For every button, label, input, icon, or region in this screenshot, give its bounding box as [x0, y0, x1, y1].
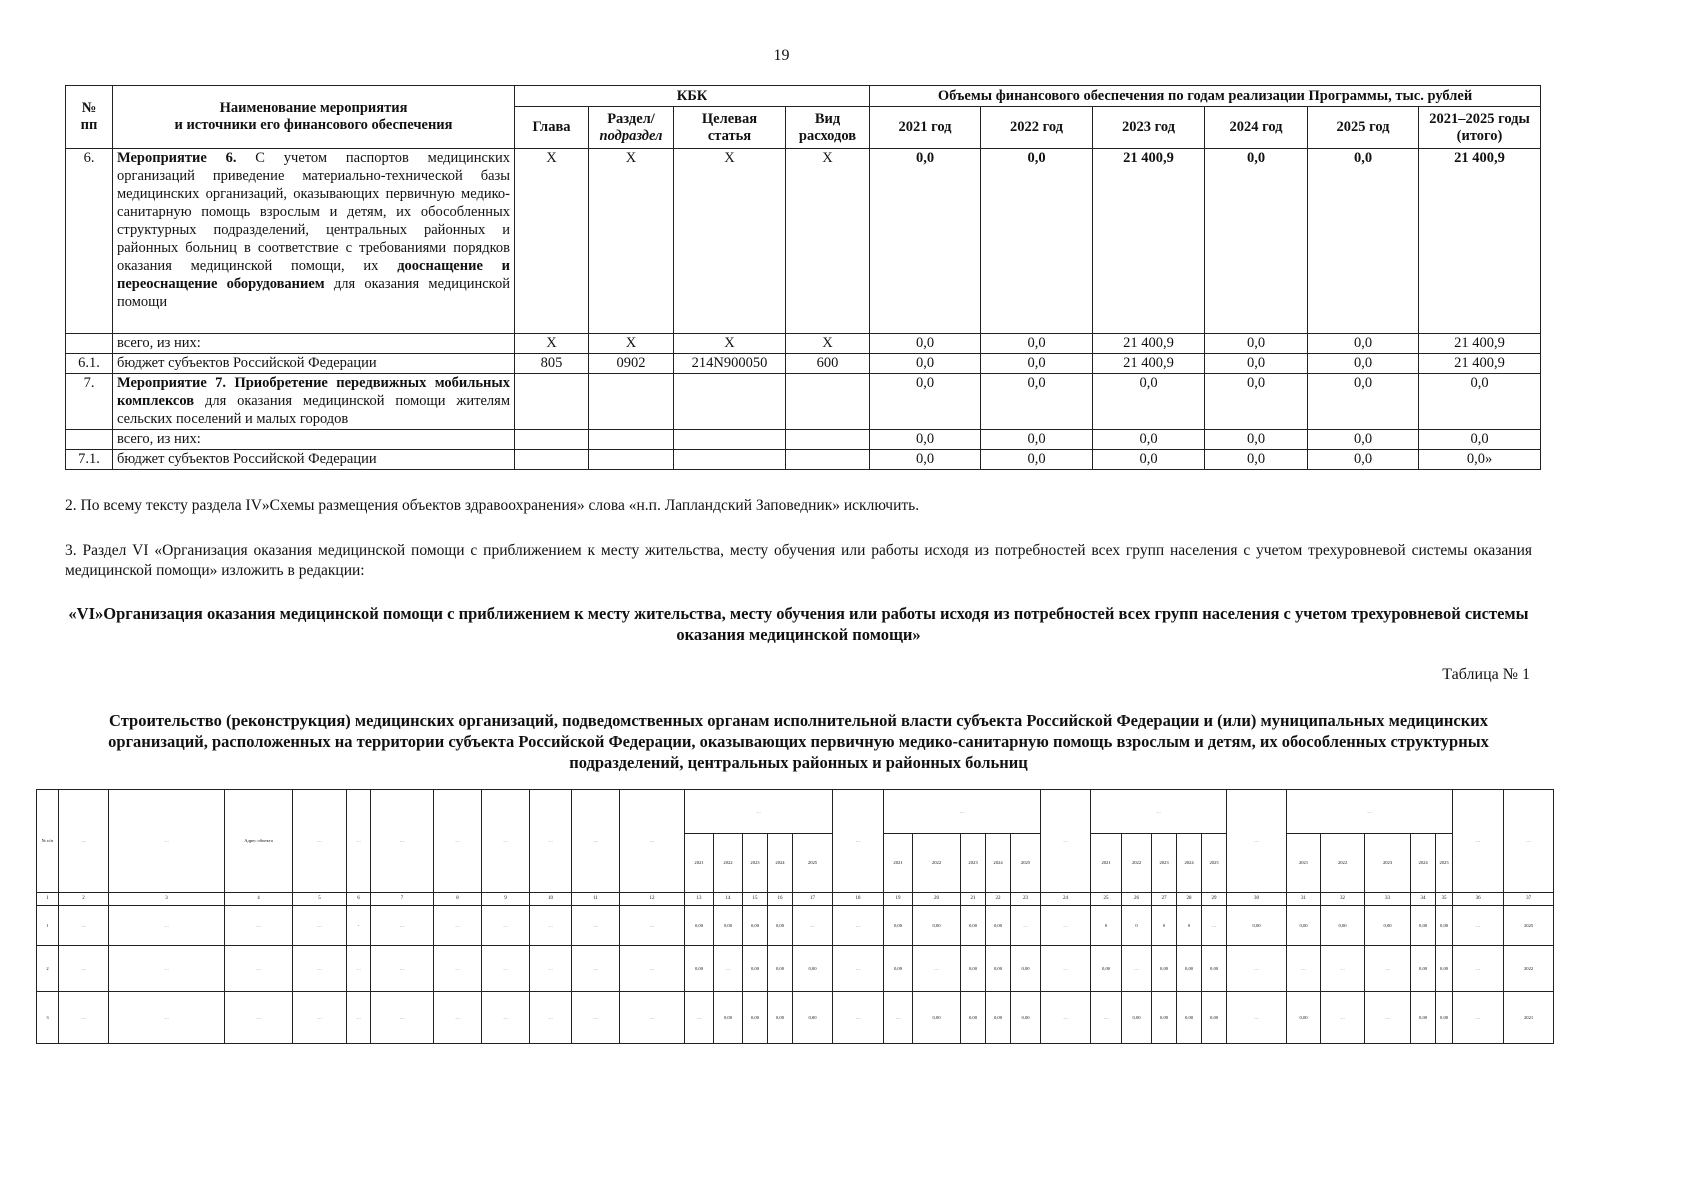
row-num [66, 334, 113, 354]
bt-cell: … [434, 946, 482, 992]
bt-cell: 0,00 [1227, 906, 1287, 946]
bt-cell: 0,00 [1287, 906, 1321, 946]
row-expense: Х [786, 334, 870, 354]
bt-cell: … [1453, 906, 1504, 946]
bt-year: 2025 [1436, 834, 1453, 893]
row-value-2023: 21 400,9 [1093, 149, 1205, 334]
bt-cell: 0,00 [1152, 992, 1177, 1044]
bt-cell: 0,00 [913, 906, 961, 946]
bt-header: … [1227, 790, 1287, 893]
bt-cell: 0,00 [961, 992, 986, 1044]
bt-header: … [530, 790, 572, 893]
bt-cell: … [913, 946, 961, 992]
row-value-2025: 0,0 [1308, 430, 1419, 450]
bt-cell: 2022 [1504, 946, 1554, 992]
bt-cell: 0,00 [961, 946, 986, 992]
bt-cell: … [530, 992, 572, 1044]
table-row [37, 946, 1554, 992]
bt-cell: … [482, 946, 530, 992]
bt-cell: … [572, 992, 620, 1044]
bt-col-number: 36 [1453, 893, 1504, 906]
row-value-2021: 0,0 [870, 374, 981, 430]
year-2025-header: 2025 год [1308, 107, 1419, 149]
row-value-total: 0,0» [1419, 450, 1541, 470]
bt-cell: … [1453, 946, 1504, 992]
row-value-2021: 0,0 [870, 450, 981, 470]
bt-cell: 0 [1122, 906, 1152, 946]
row-description: Мероприятие 6. С учетом паспортов медицинских организаций приведение материально-технической базы медицинских организаций, оказывающих первичную медико-санитарную помощь взрослым и детям, их обособленных структурных подразделений, центральных районных и районных больниц в соответствие с требованиями порядков оказания медицинской помощи, их дооснащение и переоснащение оборудованием для оказания медицинской помощи [113, 149, 515, 334]
bt-cell: … [530, 906, 572, 946]
bt-header: … [109, 790, 225, 893]
bt-cell: 0,00 [1152, 946, 1177, 992]
bt-cell: 0 [1152, 906, 1177, 946]
bt-cell: … [109, 992, 225, 1044]
bt-cell: … [572, 906, 620, 946]
row-num: 7. [66, 374, 113, 430]
bt-cell: … [1041, 906, 1091, 946]
bt-cell: 0,00 [1365, 906, 1411, 946]
bt-col-number: 20 [913, 893, 961, 906]
year-2021-header: 2021 год [870, 107, 981, 149]
row-value-2021: 0,0 [870, 334, 981, 354]
bt-col-number: 15 [743, 893, 768, 906]
bt-col-number: 4 [225, 893, 293, 906]
bt-cell: … [59, 946, 109, 992]
bt-cell: … [833, 906, 884, 946]
bt-cell: 0,00 [685, 946, 714, 992]
row-value-total: 21 400,9 [1419, 334, 1541, 354]
page-number: 19 [773, 47, 790, 64]
year-2024-header: 2024 год [1205, 107, 1308, 149]
bt-col-number: 27 [1152, 893, 1177, 906]
bt-cell: … [833, 992, 884, 1044]
bt-cell: … [1453, 992, 1504, 1044]
row-value-2024: 0,0 [1205, 149, 1308, 334]
bt-cell: … [347, 946, 371, 992]
bt-col-number: 21 [961, 893, 986, 906]
row-num [66, 430, 113, 450]
bt-col-number: 13 [685, 893, 714, 906]
bt-cell: … [1091, 992, 1122, 1044]
target-header: Целевая статья [674, 107, 786, 149]
bt-cell: … [371, 946, 434, 992]
row-glava: Х [515, 334, 589, 354]
bt-col-number: 35 [1436, 893, 1453, 906]
bt-col-number: 26 [1122, 893, 1152, 906]
year-2023-header: 2023 год [1093, 107, 1205, 149]
bt-cell: … [1287, 946, 1321, 992]
row-description: бюджет субъектов Российской Федерации [113, 354, 515, 374]
row-description: всего, из них: [113, 334, 515, 354]
row-num: 6.1. [66, 354, 113, 374]
row-razdel: Х [589, 334, 674, 354]
bt-col-number: 1 [37, 893, 59, 906]
table-row [66, 334, 1541, 354]
bt-cell: 0,00 [986, 992, 1011, 1044]
bt-year: 2021 [1091, 834, 1122, 893]
row-expense [786, 430, 870, 450]
bt-cell: … [620, 992, 685, 1044]
bt-cell: 0,00 [1091, 946, 1122, 992]
bt-cell: 0,00 [1436, 946, 1453, 992]
bt-year: 2023 [1152, 834, 1177, 893]
bt-col-number: 23 [1011, 893, 1041, 906]
row-value-total: 21 400,9 [1419, 354, 1541, 374]
bt-year: 2025 [1202, 834, 1227, 893]
bt-cell: … [225, 906, 293, 946]
bt-col-number: 11 [572, 893, 620, 906]
col-name-header: Наименование мероприятия и источники его финансового обеспечения [113, 86, 515, 149]
year-2022-header: 2022 год [981, 107, 1093, 149]
bt-cell: 2 [37, 946, 59, 992]
row-num: 7.1. [66, 450, 113, 470]
bt-col-number: 2 [59, 893, 109, 906]
bt-cell: 0,00 [986, 946, 1011, 992]
bt-cell: 2021 [1504, 992, 1554, 1044]
bt-col-number: 14 [714, 893, 743, 906]
row-expense [786, 450, 870, 470]
bt-cell: … [620, 906, 685, 946]
bt-year: 2023 [1365, 834, 1411, 893]
bt-year: 2022 [1122, 834, 1152, 893]
table-label: Таблица № 1 [1442, 666, 1530, 683]
construction-heading: Строительство (реконструкция) медицинских организаций, подведомственных органам исполнительной власти субъекта Российской Федерации и (или) муниципальных медицинских организаций, расположенных на территории субъекта Российской Федерации, оказывающих первичную медико-санитарную помощь взрослым и детям, их обособленных структурных подразделений, центральных районных и районных больниц [108, 711, 1489, 772]
table-row [66, 430, 1541, 450]
bt-cell: 0,00 [1011, 992, 1041, 1044]
bt-year: 2022 [913, 834, 961, 893]
bt-cell: … [572, 946, 620, 992]
razdel-header [589, 107, 674, 149]
table-row [66, 354, 1541, 374]
bt-cell: 0,00 [714, 992, 743, 1044]
row-target: Х [674, 334, 786, 354]
row-value-2025: 0,0 [1308, 354, 1419, 374]
bt-cell: … [1227, 946, 1287, 992]
bt-header: № п/п [37, 790, 59, 893]
bt-col-number: 7 [371, 893, 434, 906]
row-value-2025: 0,0 [1308, 334, 1419, 354]
bt-cell: … [793, 906, 833, 946]
bt-cell: 1 [37, 906, 59, 946]
bt-cell: 0,00 [1436, 992, 1453, 1044]
bt-cell: … [685, 992, 714, 1044]
bt-col-number: 10 [530, 893, 572, 906]
bt-col-number: 12 [620, 893, 685, 906]
total-header: 2021–2025 годы (итого) [1419, 107, 1541, 149]
row-value-2022: 0,0 [981, 334, 1093, 354]
paragraph-3: 3. Раздел VI «Организация оказания медицинской помощи с приближением к месту жительства, месту обучения или работы исходя из потребностей всех групп населения с учетом трехуровневой системы оказания медицинской помощи» изложить в редакции: [65, 542, 1532, 579]
bt-cell: … [1321, 992, 1365, 1044]
bt-cell: 0,00 [1411, 992, 1436, 1044]
expense-header: Вид расходов [786, 107, 870, 149]
bt-cell: 0,00 [884, 946, 913, 992]
glava-header: Глава [515, 107, 589, 149]
table-row [37, 992, 1554, 1044]
bt-cell: … [225, 946, 293, 992]
bt-col-number: 31 [1287, 893, 1321, 906]
bt-col-number: 17 [793, 893, 833, 906]
bt-cell: 0,00 [768, 946, 793, 992]
bt-col-number: 34 [1411, 893, 1436, 906]
row-value-total: 0,0 [1419, 430, 1541, 450]
bt-cell: 0,00 [743, 946, 768, 992]
bt-cell: 0,00 [1202, 946, 1227, 992]
row-value-2023: 0,0 [1093, 450, 1205, 470]
row-value-2024: 0,0 [1205, 430, 1308, 450]
bt-cell: … [714, 946, 743, 992]
bt-cell: 0,00 [1177, 992, 1202, 1044]
bt-year: 2021 [685, 834, 714, 893]
razdel-header-line1: Раздел/ [607, 110, 655, 127]
bt-group-header: … [1091, 790, 1227, 834]
row-value-2024: 0,0 [1205, 374, 1308, 430]
bt-header: … [1504, 790, 1554, 893]
bt-col-number: 5 [293, 893, 347, 906]
bt-year: 2025 [1011, 834, 1041, 893]
bt-col-number: 32 [1321, 893, 1365, 906]
row-value-2025: 0,0 [1308, 149, 1419, 334]
bt-header: … [59, 790, 109, 893]
bt-col-number: 25 [1091, 893, 1122, 906]
row-description: бюджет субъектов Российской Федерации [113, 450, 515, 470]
bt-cell: 0,00 [1177, 946, 1202, 992]
row-expense: 600 [786, 354, 870, 374]
bt-cell: … [1365, 946, 1411, 992]
row-target: 214N900050 [674, 354, 786, 374]
bt-col-number: 30 [1227, 893, 1287, 906]
bt-cell: 0,00 [743, 992, 768, 1044]
bt-cell: 0,00 [743, 906, 768, 946]
bt-col-number: 33 [1365, 893, 1411, 906]
bt-cell: 0,00 [1122, 992, 1152, 1044]
row-target [674, 430, 786, 450]
bt-header: Адрес объекта [225, 790, 293, 893]
bt-year: 2022 [1321, 834, 1365, 893]
row-value-2025: 0,0 [1308, 374, 1419, 430]
row-value-2023: 21 400,9 [1093, 334, 1205, 354]
bt-cell: … [371, 906, 434, 946]
row-description: Мероприятие 7. Приобретение передвижных мобильных комплексов для оказания медицинской помощи жителям сельских поселений и малых городов [113, 374, 515, 430]
table-row [66, 374, 1541, 430]
bt-cell: … [1227, 992, 1287, 1044]
bt-year: 2025 [793, 834, 833, 893]
bt-column-numbers [37, 893, 1554, 906]
volumes-header: Объемы финансового обеспечения по годам реализации Программы, тыс. рублей [870, 86, 1541, 107]
bt-cell: 0,00 [961, 906, 986, 946]
row-value-2022: 0,0 [981, 374, 1093, 430]
bt-header: … [482, 790, 530, 893]
bt-cell: - [347, 906, 371, 946]
bt-col-number: 18 [833, 893, 884, 906]
bt-header: … [833, 790, 884, 893]
bt-col-number: 28 [1177, 893, 1202, 906]
kbk-header: КБК [515, 86, 870, 107]
row-expense: Х [786, 149, 870, 334]
bt-cell: … [1321, 946, 1365, 992]
bt-cell: 0,00 [685, 906, 714, 946]
bt-header: … [1453, 790, 1504, 893]
bt-cell: 0,00 [768, 906, 793, 946]
bt-cell: … [59, 992, 109, 1044]
bt-group-header: … [1287, 790, 1453, 834]
bt-year: 2021 [1287, 834, 1321, 893]
bt-cell: … [1202, 906, 1227, 946]
row-razdel [589, 450, 674, 470]
bt-cell: 0 [1177, 906, 1202, 946]
bt-year: 2024 [1177, 834, 1202, 893]
bt-cell: 0 [1091, 906, 1122, 946]
row-razdel [589, 374, 674, 430]
row-value-2023: 21 400,9 [1093, 354, 1205, 374]
bt-year: 2024 [986, 834, 1011, 893]
bt-cell: … [293, 992, 347, 1044]
bt-cell: 0,00 [913, 992, 961, 1044]
bt-cell: 0,00 [1436, 906, 1453, 946]
row-value-2023: 0,0 [1093, 374, 1205, 430]
bt-cell: … [1122, 946, 1152, 992]
bt-col-number: 16 [768, 893, 793, 906]
bt-year: 2023 [743, 834, 768, 893]
bt-cell: … [109, 946, 225, 992]
bt-cell: 0,00 [1411, 906, 1436, 946]
bt-cell: … [1041, 946, 1091, 992]
bt-header: … [293, 790, 347, 893]
row-value-2025: 0,0 [1308, 450, 1419, 470]
bt-cell: … [293, 946, 347, 992]
table-row [66, 149, 1541, 334]
bt-col-number: 37 [1504, 893, 1554, 906]
bt-cell: 0,00 [1287, 992, 1321, 1044]
bt-cell: … [59, 906, 109, 946]
bt-cell: … [482, 992, 530, 1044]
row-value-total: 0,0 [1419, 374, 1541, 430]
program-financing-table [65, 85, 1541, 470]
bt-year: 2021 [884, 834, 913, 893]
bt-cell: … [1011, 906, 1041, 946]
bt-cell: … [530, 946, 572, 992]
bt-cell: 3 [37, 992, 59, 1044]
row-glava [515, 430, 589, 450]
row-value-2021: 0,0 [870, 149, 981, 334]
bt-group-header: … [884, 790, 1041, 834]
col-num-header: № пп [66, 86, 113, 149]
razdel-header-line2: подраздел [599, 127, 663, 144]
bt-cell: 0,00 [986, 906, 1011, 946]
bt-col-number: 22 [986, 893, 1011, 906]
bt-cell: … [434, 992, 482, 1044]
row-num: 6. [66, 149, 113, 334]
bt-cell: 0,00 [1321, 906, 1365, 946]
bt-cell: … [833, 946, 884, 992]
bt-cell: … [293, 906, 347, 946]
bt-cell: 0,00 [793, 992, 833, 1044]
bt-cell: 0,00 [793, 946, 833, 992]
row-value-2024: 0,0 [1205, 450, 1308, 470]
bt-cell: 0,00 [768, 992, 793, 1044]
bt-header: … [434, 790, 482, 893]
row-expense [786, 374, 870, 430]
bt-col-number: 8 [434, 893, 482, 906]
bt-cell: … [347, 992, 371, 1044]
bt-header: … [572, 790, 620, 893]
bt-col-number: 6 [347, 893, 371, 906]
bt-header: … [620, 790, 685, 893]
bt-col-number: 19 [884, 893, 913, 906]
bt-cell: … [371, 992, 434, 1044]
bt-cell: … [225, 992, 293, 1044]
row-target [674, 374, 786, 430]
row-razdel [589, 430, 674, 450]
bt-header: … [347, 790, 371, 893]
section-heading: «VI»Организация оказания медицинской помощи с приближением к месту жительства, месту обучения или работы исходя из потребностей всех групп населения с учетом трехуровневой системы оказания медицинской помощи» [68, 604, 1529, 644]
bt-cell: … [1041, 992, 1091, 1044]
row-value-2021: 0,0 [870, 430, 981, 450]
row-glava: Х [515, 149, 589, 334]
bt-cell: 0,00 [1411, 946, 1436, 992]
row-value-total: 21 400,9 [1419, 149, 1541, 334]
bt-col-number: 29 [1202, 893, 1227, 906]
bt-col-number: 24 [1041, 893, 1091, 906]
bt-cell: 0,00 [1011, 946, 1041, 992]
row-razdel: 0902 [589, 354, 674, 374]
row-razdel: Х [589, 149, 674, 334]
row-value-2021: 0,0 [870, 354, 981, 374]
row-description: всего, из них: [113, 430, 515, 450]
bt-year: 2023 [961, 834, 986, 893]
row-value-2024: 0,0 [1205, 334, 1308, 354]
row-value-2023: 0,0 [1093, 430, 1205, 450]
bt-header: … [371, 790, 434, 893]
bt-cell: … [884, 992, 913, 1044]
paragraph-2: 2. По всему тексту раздела IV»Схемы размещения объектов здравоохранения» слова «н.п. Лапландский Заповедник» исключить. [65, 497, 920, 514]
bt-cell: … [620, 946, 685, 992]
row-glava [515, 450, 589, 470]
bt-cell: 0,00 [884, 906, 913, 946]
row-value-2022: 0,0 [981, 354, 1093, 374]
table-row [37, 906, 1554, 946]
bt-cell: 0,00 [714, 906, 743, 946]
bt-cell: … [1365, 992, 1411, 1044]
bt-cell: … [434, 906, 482, 946]
row-target [674, 450, 786, 470]
bt-cell: … [109, 906, 225, 946]
bt-cell: 2025 [1504, 906, 1554, 946]
row-value-2022: 0,0 [981, 430, 1093, 450]
bt-col-number: 3 [109, 893, 225, 906]
row-glava: 805 [515, 354, 589, 374]
bt-year: 2022 [714, 834, 743, 893]
table-row [66, 450, 1541, 470]
row-value-2022: 0,0 [981, 149, 1093, 334]
bt-year: 2024 [768, 834, 793, 893]
row-value-2024: 0,0 [1205, 354, 1308, 374]
bt-group-header: … [685, 790, 833, 834]
bt-col-number: 9 [482, 893, 530, 906]
bt-cell: … [482, 906, 530, 946]
construction-table [36, 789, 1554, 1044]
row-value-2022: 0,0 [981, 450, 1093, 470]
bt-header: … [1041, 790, 1091, 893]
row-target: Х [674, 149, 786, 334]
bt-year: 2024 [1411, 834, 1436, 893]
bt-cell: 0,00 [1202, 992, 1227, 1044]
row-glava [515, 374, 589, 430]
